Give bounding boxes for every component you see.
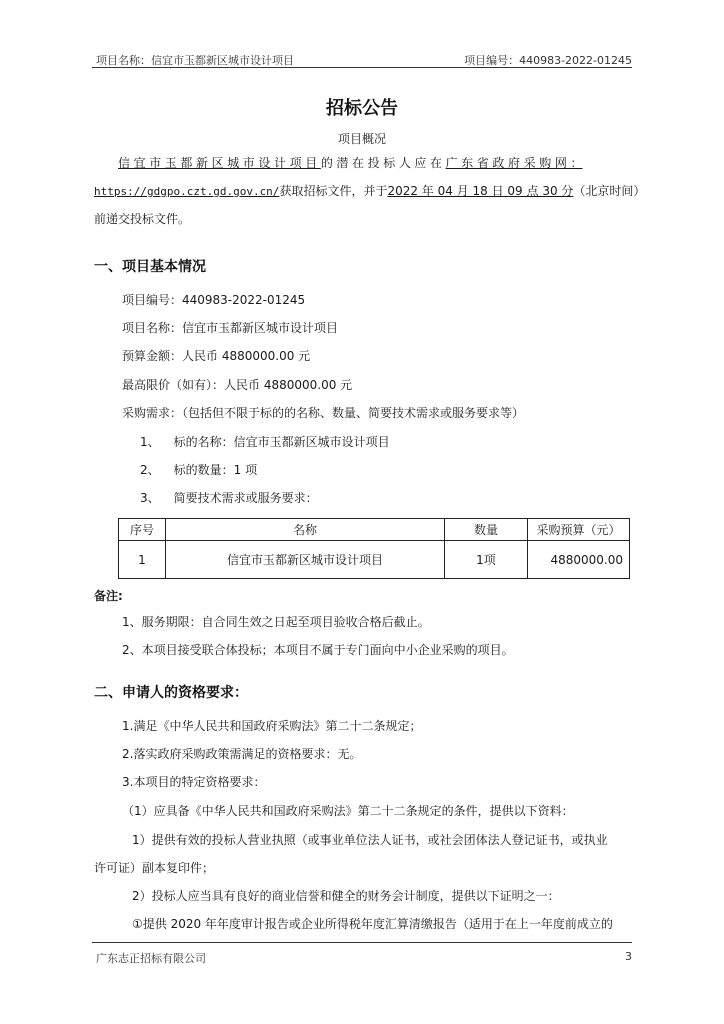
qualification-line: 3.本项目的特定资格要求： — [122, 775, 266, 789]
cell-budget: 4880000.00 — [528, 541, 630, 579]
intro-line-3: 前递交投标文件。 — [94, 212, 191, 226]
header-project-name: 项目名称：信宜市玉都新区城市设计项目 — [96, 54, 294, 67]
demand-item-number: 1、 — [140, 435, 160, 449]
intro-line-1 — [94, 154, 634, 172]
cell-quantity: 1项 — [445, 541, 528, 579]
intro-mid-2: 获取招标文件，并于 — [279, 184, 388, 198]
demand-item — [140, 490, 318, 506]
col-header-name: 名称 — [166, 519, 445, 541]
demand-line: 采购需求：（包括但不限于标的的名称、数量、简要技术需求或服务要求等） — [122, 406, 525, 420]
demand-item-number: 3、 — [140, 491, 160, 505]
project-name-line: 项目名称：信宜市玉都新区城市设计项目 — [122, 321, 339, 335]
remark-line: 2、本项目接受联合体投标；本项目不属于专门面向中小企业采购的项目。 — [122, 643, 514, 657]
cell-name: 信宜市玉都新区城市设计项目 — [166, 541, 445, 579]
intro-colon: ： — [570, 156, 583, 170]
intro-beijing-time: （北京时间） — [573, 184, 646, 198]
qualification-line: ①提供 2020 年年度审计报告或企业所得税年度汇算清缴报告（适用于在上一年度前成立的 — [132, 917, 613, 931]
page-number: 3 — [625, 950, 632, 963]
procurement-table — [118, 518, 630, 579]
remark-line: 1、服务期限：自合同生效之日起至项目验收合格后截止。 — [122, 615, 430, 629]
demand-item-text: 简要技术需求或服务要求： — [173, 491, 318, 505]
budget-line: 预算金额：人民币 4880000.00 元 — [122, 349, 311, 363]
intro-url-link[interactable]: https://gdgpo.czt.gd.gov.cn/ — [94, 185, 280, 198]
project-number-line: 项目编号：440983-2022-01245 — [122, 293, 306, 307]
qualification-line: 1）提供有效的投标人营业执照（或事业单位法人证书，或社会团体法人登记证书，或执业 — [132, 833, 608, 847]
section2-heading: 二、申请人的资格要求： — [94, 685, 248, 701]
footer-divider — [92, 942, 632, 943]
intro-site-link: 广东省政府采购网 — [445, 156, 571, 170]
intro-project-link: 信宜市玉都新区城市设计项目 — [118, 156, 321, 170]
cell-index: 1 — [119, 541, 166, 579]
intro-line-2 — [94, 182, 646, 201]
page-title: 招标公告 — [326, 98, 398, 119]
demand-item-text: 标的数量：1 项 — [173, 463, 258, 477]
demand-item — [140, 462, 257, 478]
qualification-line: 2.落实政府采购政策需满足的资格要求：无。 — [122, 747, 362, 761]
max-price-line: 最高限价（如有）：人民币 4880000.00 元 — [122, 378, 353, 392]
qualification-line: 2）投标人应当具有良好的商业信誉和健全的财务会计制度，提供以下证明之一： — [132, 889, 560, 903]
header-project-number: 项目编号：440983-2022-01245 — [464, 54, 632, 67]
section1-heading: 一、项目基本情况 — [94, 259, 206, 275]
demand-item — [140, 434, 390, 450]
header-divider — [92, 67, 632, 68]
page-subtitle: 项目概况 — [337, 132, 386, 146]
intro-deadline: 2022 年 04 月 18 日 09 点 30 分 — [387, 184, 574, 198]
footer-company: 广东志正招标有限公司 — [96, 952, 206, 965]
table-header-row — [119, 519, 630, 541]
remarks-label: 备注: — [94, 589, 123, 603]
demand-item-number: 2、 — [140, 463, 160, 477]
intro-mid-text: 的潜在投标人应在 — [320, 156, 446, 170]
demand-item-text: 标的名称：信宜市玉都新区城市设计项目 — [173, 435, 390, 449]
qualification-line: 许可证）副本复印件； — [94, 861, 215, 875]
qualification-line: （1）应具备《中华人民共和国政府采购法》第二十二条规定的条件，提供以下资料： — [122, 804, 574, 818]
col-header-index: 序号 — [119, 519, 166, 541]
col-header-budget: 采购预算（元） — [528, 519, 630, 541]
qualification-line: 1.满足《中华人民共和国政府采购法》第二十二条规定； — [122, 719, 422, 733]
col-header-quantity: 数量 — [445, 519, 528, 541]
table-row — [119, 541, 630, 579]
